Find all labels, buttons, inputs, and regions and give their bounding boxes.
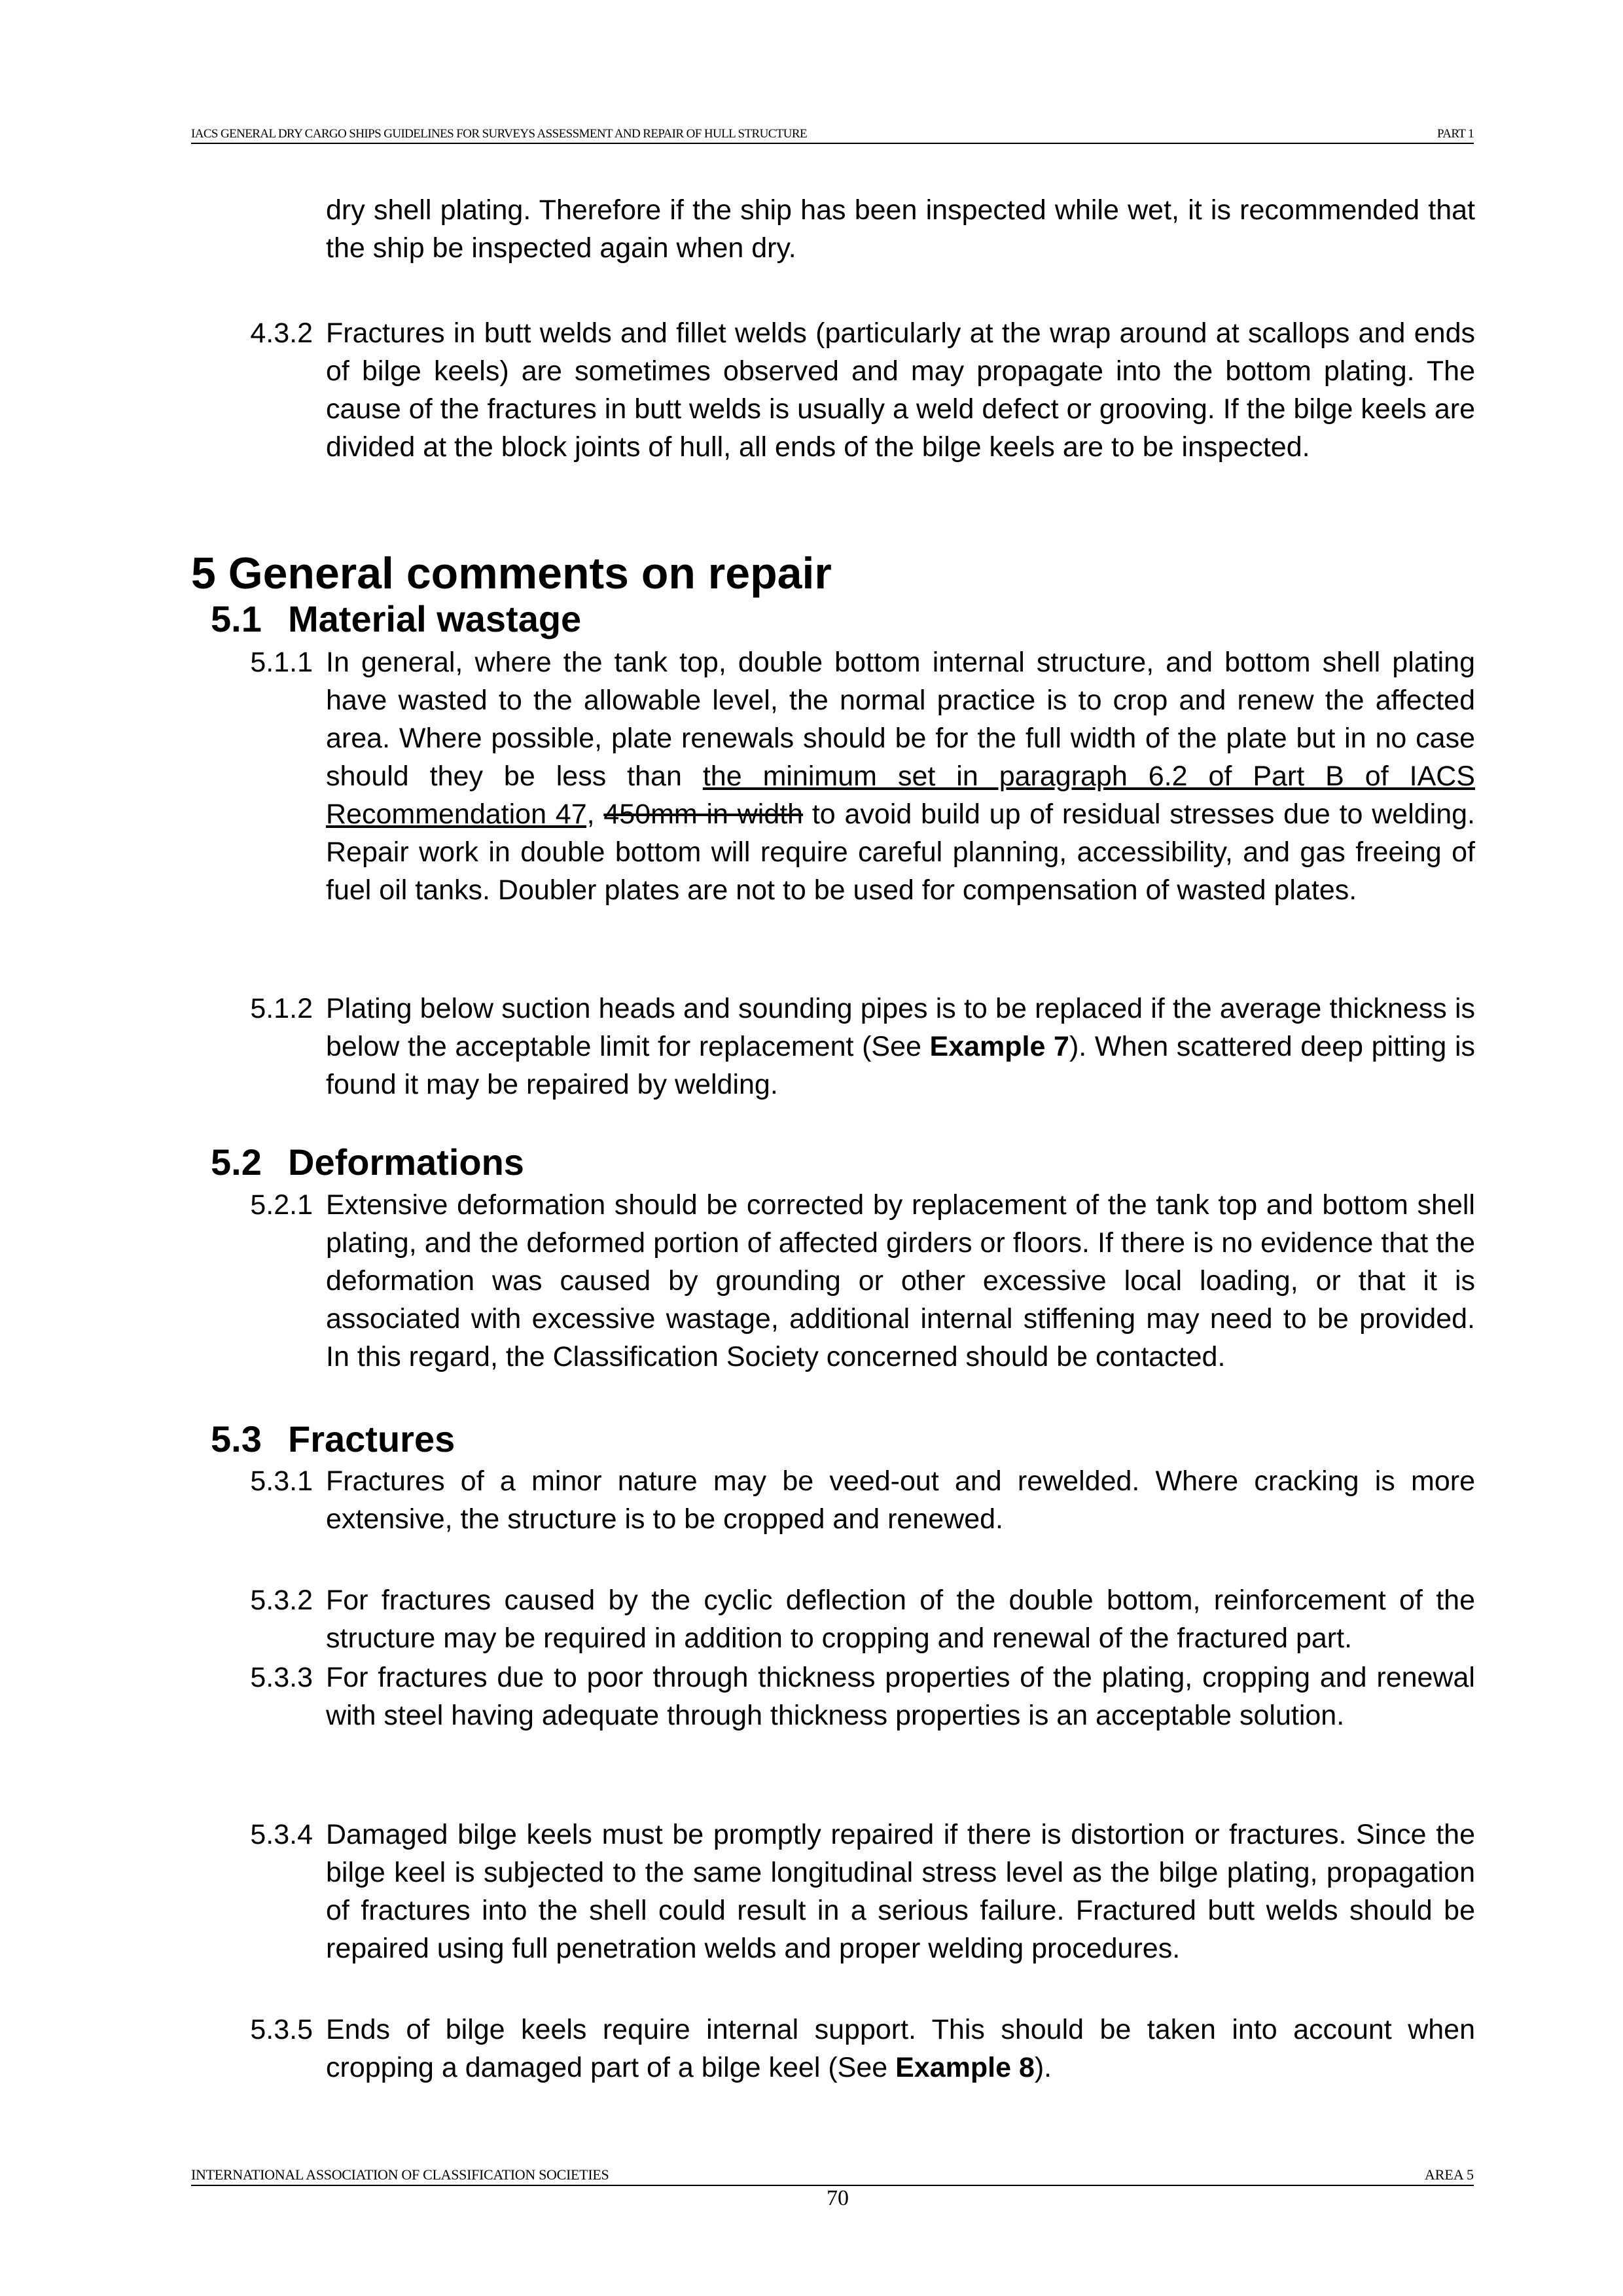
paragraph-4-3-2 [250,314,1475,466]
paragraph-text: dry shell plating. Therefore if the ship has been inspected while wet, it is recommended that the ship be inspected again when dry. [326,194,1475,264]
paragraph-number: 5.3.4 [250,1819,313,1850]
paragraph-5-3-1 [250,1462,1475,1538]
paragraph-text: Damaged bilge keels must be promptly repaired if there is distortion or fractures. Since the bilge keel is subjected to the same longitudinal stress level as the bilge plating, propagation of fractures into the shell could result in a serious failure. Fractured butt welds should be repaired using full penetration welds and proper welding procedures. [326,1819,1475,1964]
header-title: IACS GENERAL DRY CARGO SHIPS GUIDELINES FOR SURVEYS ASSESSMENT AND REPAIR OF HULL STRUCTURE [191,127,807,141]
subsection-heading-5-3 [211,1417,455,1462]
separator-space [595,798,604,830]
paragraph-text: Plating below suction heads and sounding pipes is to be replaced if the average thickness is below the acceptable limit for replacement (See [326,993,1475,1062]
subsection-heading-5-1 [211,597,581,641]
subsection-title: Deformations [288,1141,524,1183]
paragraph-number: 5.1.1 [250,647,313,678]
paragraph-text: In general, where the tank top, double bottom internal structure, and bottom shell plating have wasted to the allowable level, the normal practice is to crop and renew the affected area. Where possible, plate renewals should be for the full width of the plate but in no case should they be less than [326,647,1475,792]
paragraph-5-3-4 [250,1816,1475,1967]
paragraph-text-continued: to avoid build up of residual stresses due to welding. Repair work in double bottom will require careful planning, accessibility, and gas freeing of fuel oil tanks. Doubler plates are not to be used for compensation of wasted plates. [326,798,1475,906]
section-heading-5: 5 General comments on repair [191,548,832,598]
page-header [191,123,1474,144]
subsection-heading-5-2 [211,1140,524,1185]
footer-area: AREA 5 [1424,2166,1474,2183]
example-reference: Example 7 [929,1031,1069,1062]
paragraph-continuation [326,191,1475,267]
paragraph-text: For fractures caused by the cyclic deflection of the double bottom, reinforcement of the structure may be required in addition to cropping and renewal of the fractured part. [326,1585,1475,1654]
paragraph-text: For fractures due to poor through thickness properties of the plating, cropping and renewal with steel having adequate through thickness properties is an acceptable solution. [326,1662,1475,1731]
paragraph-5-1-2 [250,990,1476,1103]
example-reference: Example 8 [895,2052,1035,2083]
paragraph-number: 5.2.1 [250,1189,313,1221]
subsection-number: 5.3 [211,1418,262,1460]
paragraph-text: Fractures of a minor nature may be veed-out and rewelded. Where cracking is more extensive, the structure is to be cropped and renewed. [326,1465,1475,1535]
paragraph-5-3-3 [250,1659,1475,1734]
paragraph-5-1-1 [250,643,1475,909]
paragraph-text-continued: ). When scattered deep pitting is found it may be repaired by welding. [326,1031,1476,1100]
deleted-text: 450mm in width [603,798,804,830]
page-number: 70 [827,2186,849,2210]
paragraph-5-3-5 [250,2011,1475,2087]
paragraph-number: 5.3.1 [250,1465,313,1497]
page-footer [191,2168,1474,2186]
footer-organization: INTERNATIONAL ASSOCIATION OF CLASSIFICATION SOCIETIES [191,2166,609,2183]
paragraph-5-2-1 [250,1186,1475,1376]
paragraph-number: 5.3.5 [250,2014,313,2045]
paragraph-text-continued: ). [1034,2052,1052,2083]
paragraph-5-3-2 [250,1581,1475,1657]
paragraph-number: 5.3.3 [250,1662,313,1693]
subsection-number: 5.2 [211,1141,262,1183]
header-part: PART 1 [1437,127,1474,141]
paragraph-text: Fractures in butt welds and fillet welds (particularly at the wrap around at scallops and ends of bilge keels) are sometimes observed and may propagate into the bottom plating. The cause of the fractures in butt welds is usually a weld defect or grooving. If the bilge keels are divided at the block joints of hull, all ends of the bilge keels are to be inspected. [326,317,1475,463]
paragraph-text: Ends of bilge keels require internal support. This should be taken into account when cropping a damaged part of a bilge keel (See [326,2014,1475,2083]
paragraph-number: 5.3.2 [250,1585,313,1616]
paragraph-number: 5.1.2 [250,993,313,1024]
paragraph-number: 4.3.2 [250,317,313,349]
paragraph-text: Extensive deformation should be corrected by replacement of the tank top and bottom shell plating, and the deformed portion of affected girders or floors. If there is no evidence that the deformation was caused by grounding or other excessive local loading, or that it is associated with excessive wastage, additional internal stiffening may need to be provided. In this regard, the Classification Society concerned should be contacted. [326,1189,1475,1372]
subsection-title: Material wastage [288,598,582,639]
subsection-number: 5.1 [211,598,262,639]
subsection-title: Fractures [288,1418,455,1460]
inserted-text: the minimum set in paragraph 6.2 of Part B of IACS Recommendation 47, [326,761,1475,830]
